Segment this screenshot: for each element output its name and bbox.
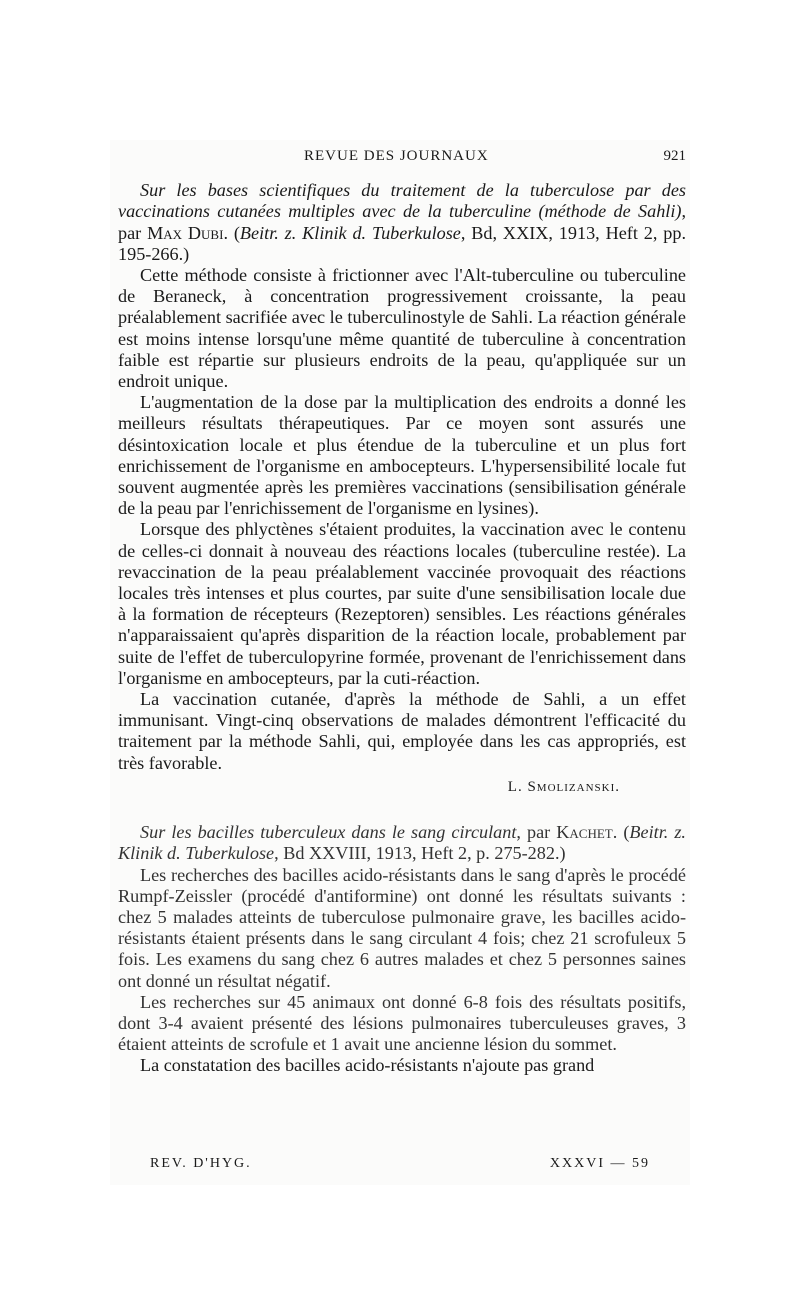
article1-paragraph: L'augmentation de la dose par la multiplication des endroits a donné les meilleurs résultats thérapeutiques. Par ce moyen sont assurés une désintoxication locale et plus étendue de la tuberculine et un plus fort enrichissement de l'organisme en ambocepteurs. L'hypersensibilité locale fut souvent augmentée après les premières vaccinations (sensibilisation générale de la peau par l'enrichissement de l'organisme en lysines).: [118, 392, 686, 519]
article2-paragraph: Les recherches sur 45 animaux ont donné 6-8 fois des résultats positifs, dont 3-4 avaient présenté des lésions pulmonaires tuberculeuses graves, 3 étaient atteints de scrofule et 1 avait une ancienne lésion du sommet.: [118, 991, 686, 1055]
footer-signature-mark: XXXVI — 59: [549, 1156, 650, 1171]
article2-citation-rest: , Bd XXVIII, 1913, Heft 2, p. 275-282.): [274, 843, 566, 864]
article1-citation-rest: , Bd, XXIX, 1913, Heft 2, pp. 195-266.): [118, 222, 686, 264]
page-footer: [150, 1156, 650, 1172]
article2-author: Kachet: [556, 822, 613, 843]
article2-paragraph: Les recherches des bacilles acido-résistants dans le sang d'après le procédé Rumpf-Zeissler (procédé d'antiformine) ont donné les résultats suivants : chez 5 malades atteints de tuberculose pulmonaire grave, les bacilles acido-résistants étaient présents dans le sang circulant 4 fois; chez 21 scrofuleux 5 fois. Les examens du sang chez 6 autres malades et chez 5 personnes saines ont donné un résultat négatif.: [118, 864, 686, 991]
article1-journal: Beitr. z. Klinik d. Tuberkulose: [239, 222, 461, 243]
article2-byline-prefix: , par: [516, 822, 557, 843]
article1-paragraph: La vaccination cutanée, d'après la méthode de Sahli, a un effet immunisant. Vingt-cinq observations de malades démontrent l'efficacité du traitement par la méthode Sahli, qui, employée dans les cas appropriés, est très favorable.: [118, 689, 686, 773]
page-number: 921: [663, 148, 686, 164]
article1-signature: L. Smolizanski.: [507, 778, 620, 795]
running-header: [118, 146, 686, 167]
footer-journal-abbrev: REV. D'HYG.: [150, 1156, 252, 1171]
article1-paragraph: Lorsque des phlyctènes s'étaient produites, la vaccination avec le contenu de celles-ci donnait à nouveau des réactions locales (tuberculine restée). La revaccination de la peau préalablement vaccinée provoquait des réactions locales très intenses et plus courtes, par suite d'une sensibilisation locale due à la formation de récepteurs (Rezeptoren) sensibles. Les réactions générales n'apparaissaient qu'après disparition de la réaction locale, probablement par suite de l'effet de tuberculopyrine formée, provenant de l'enrichissement dans l'organisme en ambocepteurs, par la cuti-réaction.: [118, 519, 686, 688]
article1-byline-prefix: , par: [118, 201, 686, 243]
article1-paragraph: Cette méthode consiste à frictionner avec l'Alt-tuberculine ou tuberculine de Beraneck, à concentration progressivement croissante, la peau préalablement sacrifiée avec le tuberculinostyle de Sahli. La réaction générale est moins intense lorsqu'une même quantité de tuberculine à concentration faible est répartie sur plusieurs endroits de la peau, qu'appliquée sur un endroit unique.: [118, 265, 686, 392]
article2-heading: [118, 822, 686, 864]
article2-citation-open: . (: [612, 822, 630, 843]
article2-journal: Beitr. z. Klinik d. Tuberkulose: [118, 822, 686, 864]
article1-heading: [118, 180, 686, 265]
article1-citation-open: . (: [223, 222, 240, 243]
article-separator: [118, 798, 686, 822]
page-content: [118, 146, 686, 1077]
article1-author: Max Dubi: [147, 222, 224, 243]
article2-title: Sur les bacilles tuberculeux dans le sang circulant: [140, 822, 517, 843]
article2-paragraph: La constatation des bacilles acido-résistants n'ajoute pas grand: [140, 1055, 595, 1076]
running-title: REVUE DES JOURNAUX: [304, 148, 489, 164]
article1-title: Sur les bases scientifiques du traitement de la tuberculose par des vaccinations cutanées multiples avec de la tuberculine (méthode de Sahli): [118, 180, 686, 222]
